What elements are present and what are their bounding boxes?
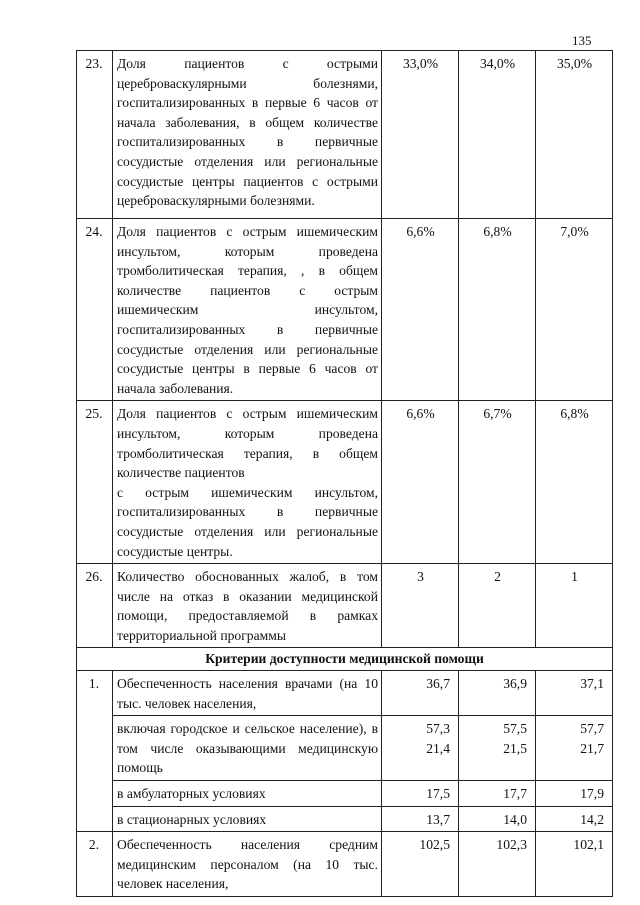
value-year-3: [536, 716, 613, 781]
indicator-name: Обеспеченность населения врачами (на 10 тыс. человек населения,: [113, 671, 382, 716]
indicator-name: Количество обоснованных жалоб, в том числе на отказ в оказании медицинской помощи, предоставляемой в рамках территориальной программы: [113, 564, 382, 648]
value-year-3: 7,0%: [536, 219, 613, 401]
indicator-name-part-1: Доля пациентов с острым ишемическим инсультом, которым проведена тромболитическая терапия, в общем количестве пациентов: [117, 406, 378, 481]
page-number: 135: [572, 33, 592, 48]
row-number: 26.: [77, 564, 113, 648]
value-year-1: 13,7: [382, 806, 459, 832]
indicator-name-part-2: с острым ишемическим инсультом, госпитализированных в первичные сосудистые отделения или региональные сосудистые центры.: [117, 484, 378, 559]
indicator-name: в амбулаторных условиях: [113, 781, 382, 807]
value-year-1: 102,5: [382, 832, 459, 897]
table-row: [77, 564, 613, 648]
table-row: [77, 716, 613, 781]
value-total: 57,7: [580, 721, 604, 737]
value-year-1: 33,0%: [382, 51, 459, 219]
value-year-1: 36,7: [382, 671, 459, 716]
value-year-3: 14,2: [536, 806, 613, 832]
value-year-1: 6,6%: [382, 219, 459, 401]
value-year-2: 2: [459, 564, 536, 648]
indicator-name: Доля пациентов с острыми цереброваскулярными болезнями, госпитализированных в первые 6 часов от начала заболевания, в общем количестве госпитализированных в первичные сосудистые отделения или региональные сосудистые центры пациентов с острыми цереброваскулярными болезнями.: [113, 51, 382, 219]
value-medical-care: 21,7: [580, 740, 604, 756]
indicator-name: включая городское и сельское население), в том числе оказывающими медицинскую помощь: [113, 716, 382, 781]
value-year-3: 102,1: [536, 832, 613, 897]
indicator-name: Обеспеченность населения средним медицинским персоналом (на 10 тыс. человек населения,: [113, 832, 382, 897]
value-year-1: [382, 716, 459, 781]
value-medical-care: 21,5: [503, 740, 527, 756]
value-year-2: [459, 716, 536, 781]
value-year-2: 36,9: [459, 671, 536, 716]
table-row: [77, 806, 613, 832]
value-year-2: 17,7: [459, 781, 536, 807]
table-row: [77, 401, 613, 564]
table-row: [77, 832, 613, 897]
value-year-1: 17,5: [382, 781, 459, 807]
indicators-table: [76, 50, 613, 897]
value-year-1: 6,6%: [382, 401, 459, 564]
table-row: [77, 51, 613, 219]
value-total: 57,5: [503, 721, 527, 737]
value-year-2: 14,0: [459, 806, 536, 832]
row-number: 1.: [77, 671, 113, 832]
section-title: Критерии доступности медицинской помощи: [77, 648, 613, 671]
value-year-2: 6,7%: [459, 401, 536, 564]
value-year-3: 37,1: [536, 671, 613, 716]
table-row: [77, 219, 613, 401]
value-year-3: 35,0%: [536, 51, 613, 219]
value-medical-care: 21,4: [426, 740, 450, 756]
value-year-3: 17,9: [536, 781, 613, 807]
row-number: 25.: [77, 401, 113, 564]
section-row: [77, 648, 613, 671]
indicator-name: в стационарных условиях: [113, 806, 382, 832]
value-year-2: 6,8%: [459, 219, 536, 401]
value-year-3: 6,8%: [536, 401, 613, 564]
table-row: [77, 781, 613, 807]
row-number: 23.: [77, 51, 113, 219]
row-number: 24.: [77, 219, 113, 401]
indicator-name: Доля пациентов с острым ишемическим инсультом, которым проведена тромболитическая терапия, , в общем количестве пациентов с острым ишемическим инсультом, госпитализированных в первичные сосудистые отделения или региональные сосудистые центры в первые 6 часов от начала заболевания.: [113, 219, 382, 401]
indicator-name: [113, 401, 382, 564]
value-total: 57,3: [426, 721, 450, 737]
table-row: [77, 671, 613, 716]
value-year-3: 1: [536, 564, 613, 648]
value-year-1: 3: [382, 564, 459, 648]
value-year-2: 102,3: [459, 832, 536, 897]
row-number: 2.: [77, 832, 113, 897]
value-year-2: 34,0%: [459, 51, 536, 219]
